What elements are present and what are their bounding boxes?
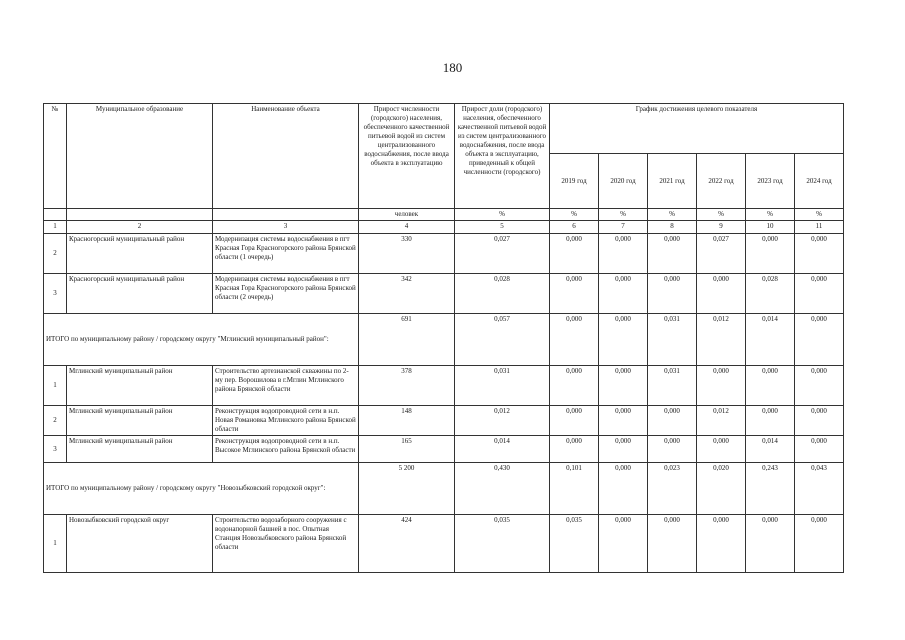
year-value-cell: 0,000: [648, 436, 697, 463]
total-population-cell: 5 200: [359, 463, 455, 515]
year-value-cell: 0,027: [697, 234, 746, 274]
header-population-growth: Прирост численности (городского) населения, обеспеченного качественной питьевой водой из систем централизованного водоснабжения, после ввода объекта в эксплуатацию: [359, 104, 455, 209]
header-schedule: График достижения целевого показателя: [550, 104, 844, 154]
municipality-cell: Новозыбковский городской округ: [67, 515, 213, 573]
total-year-value-cell: 0,000: [795, 314, 844, 366]
year-value-cell: 0,000: [795, 274, 844, 314]
total-share-cell: 0,430: [455, 463, 550, 515]
object-cell: Модернизация системы водоснабжения в пгт Красная Гора Красногорского района Брянской области (2 очередь): [213, 274, 359, 314]
total-year-value-cell: 0,031: [648, 314, 697, 366]
year-value-cell: 0,000: [550, 366, 599, 406]
total-year-value-cell: 0,000: [550, 314, 599, 366]
year-value-cell: 0,000: [795, 366, 844, 406]
year-value-cell: 0,000: [795, 406, 844, 436]
year-value-cell: 0,000: [697, 436, 746, 463]
total-year-value-cell: 0,000: [599, 314, 648, 366]
column-number: 5: [455, 221, 550, 234]
municipality-cell: Красногорский муниципальный район: [67, 234, 213, 274]
year-value-cell: 0,000: [697, 515, 746, 573]
year-value-cell: 0,000: [648, 515, 697, 573]
year-value-cell: 0,000: [550, 274, 599, 314]
total-year-value-cell: 0,014: [746, 314, 795, 366]
year-value-cell: 0,000: [599, 234, 648, 274]
year-value-cell: 0,000: [697, 274, 746, 314]
row-number: 3: [44, 436, 67, 463]
header-municipality: Муниципальное образование: [67, 104, 213, 209]
unit-year: %: [746, 209, 795, 221]
column-number: 11: [795, 221, 844, 234]
total-year-value-cell: 0,000: [599, 463, 648, 515]
unit-year: %: [550, 209, 599, 221]
header-year: 2019 год: [550, 154, 599, 209]
table-row: [44, 366, 844, 406]
year-value-cell: 0,000: [599, 515, 648, 573]
column-number: 8: [648, 221, 697, 234]
year-value-cell: 0,028: [746, 274, 795, 314]
year-value-cell: 0,000: [648, 274, 697, 314]
year-value-cell: 0,000: [599, 406, 648, 436]
municipality-cell: Мглинский муниципальный район: [67, 406, 213, 436]
population-cell: 424: [359, 515, 455, 573]
row-number: 1: [44, 366, 67, 406]
share-cell: 0,028: [455, 274, 550, 314]
unit-year: %: [697, 209, 746, 221]
table-row: [44, 274, 844, 314]
table-row: [44, 406, 844, 436]
unit-year: %: [599, 209, 648, 221]
year-value-cell: 0,000: [697, 366, 746, 406]
column-number: 1: [44, 221, 67, 234]
page-number: 180: [442, 60, 463, 75]
year-value-cell: 0,000: [550, 436, 599, 463]
table-row: [44, 436, 844, 463]
population-cell: 165: [359, 436, 455, 463]
year-value-cell: 0,000: [795, 234, 844, 274]
unit-empty: [44, 209, 67, 221]
column-number: 6: [550, 221, 599, 234]
object-cell: Строительство артезианской скважины по 2-му пер. Ворошилова в г.Мглин Мглинского района Брянской области: [213, 366, 359, 406]
year-value-cell: 0,000: [550, 234, 599, 274]
municipality-cell: Мглинский муниципальный район: [67, 366, 213, 406]
unit-population: человек: [359, 209, 455, 221]
share-cell: 0,035: [455, 515, 550, 573]
year-value-cell: 0,000: [746, 366, 795, 406]
units-row: [44, 209, 844, 221]
unit-year: %: [648, 209, 697, 221]
column-numbers-row: [44, 221, 844, 234]
target-indicator-table: [43, 103, 844, 573]
header-object-name: Наименование объекта: [213, 104, 359, 209]
header-year: 2021 год: [648, 154, 697, 209]
header-year: 2022 год: [697, 154, 746, 209]
year-value-cell: 0,000: [599, 366, 648, 406]
total-year-value-cell: 0,023: [648, 463, 697, 515]
year-value-cell: 0,014: [746, 436, 795, 463]
unit-year: %: [795, 209, 844, 221]
object-cell: Реконструкция водопроводной сети в н.п. Высокое Мглинского района Брянской области: [213, 436, 359, 463]
column-number: 7: [599, 221, 648, 234]
row-number: 3: [44, 274, 67, 314]
unit-empty: [67, 209, 213, 221]
year-value-cell: 0,000: [550, 406, 599, 436]
total-year-value-cell: 0,012: [697, 314, 746, 366]
municipality-cell: Мглинский муниципальный район: [67, 436, 213, 463]
year-value-cell: 0,000: [746, 234, 795, 274]
column-number: 2: [67, 221, 213, 234]
total-year-value-cell: 0,101: [550, 463, 599, 515]
table-row: [44, 515, 844, 573]
column-number: 10: [746, 221, 795, 234]
year-value-cell: 0,000: [795, 436, 844, 463]
total-row: [44, 463, 844, 515]
year-value-cell: 0,035: [550, 515, 599, 573]
year-value-cell: 0,000: [648, 406, 697, 436]
column-number: 4: [359, 221, 455, 234]
header-year: 2023 год: [746, 154, 795, 209]
column-number: 3: [213, 221, 359, 234]
population-cell: 330: [359, 234, 455, 274]
column-number: 9: [697, 221, 746, 234]
total-year-value-cell: 0,020: [697, 463, 746, 515]
header-year: 2020 год: [599, 154, 648, 209]
year-value-cell: 0,012: [697, 406, 746, 436]
year-value-cell: 0,000: [746, 406, 795, 436]
year-value-cell: 0,031: [648, 366, 697, 406]
object-cell: Модернизация системы водоснабжения в пгт Красная Гора Красногорского района Брянской области (1 очередь): [213, 234, 359, 274]
header-year: 2024 год: [795, 154, 844, 209]
year-value-cell: 0,000: [599, 436, 648, 463]
header-share-growth: Прирост доли (городского) населения, обеспеченного качественной питьевой водой из систем централизованного водоснабжения, после ввода объекта в эксплуатацию, приведенный к общей численности (городского): [455, 104, 550, 209]
year-value-cell: 0,000: [648, 234, 697, 274]
total-year-value-cell: 0,043: [795, 463, 844, 515]
municipality-cell: Красногорский муниципальный район: [67, 274, 213, 314]
header-no: №: [44, 104, 67, 209]
total-label: ИТОГО по муниципальному району / городскому округу "Мглинский муниципальный район":: [44, 314, 359, 366]
row-number: 2: [44, 406, 67, 436]
object-cell: Строительство водозаборного сооружения с водонапорной башней в пос. Опытная Станция Новозыбковского района Брянской области: [213, 515, 359, 573]
total-population-cell: 691: [359, 314, 455, 366]
year-value-cell: 0,000: [746, 515, 795, 573]
year-value-cell: 0,000: [795, 515, 844, 573]
total-row: [44, 314, 844, 366]
share-cell: 0,012: [455, 406, 550, 436]
population-cell: 342: [359, 274, 455, 314]
object-cell: Реконструкция водопроводной сети в н.п. Новая Романовка Мглинского района Брянской области: [213, 406, 359, 436]
row-number: 1: [44, 515, 67, 573]
total-year-value-cell: 0,243: [746, 463, 795, 515]
share-cell: 0,014: [455, 436, 550, 463]
total-label: ИТОГО по муниципальному району / городскому округу "Новозыбковский городской округ":: [44, 463, 359, 515]
share-cell: 0,027: [455, 234, 550, 274]
population-cell: 148: [359, 406, 455, 436]
unit-share: %: [455, 209, 550, 221]
header-row: [44, 104, 844, 154]
year-value-cell: 0,000: [599, 274, 648, 314]
table-row: [44, 234, 844, 274]
total-share-cell: 0,057: [455, 314, 550, 366]
row-number: 2: [44, 234, 67, 274]
share-cell: 0,031: [455, 366, 550, 406]
unit-empty: [213, 209, 359, 221]
population-cell: 378: [359, 366, 455, 406]
